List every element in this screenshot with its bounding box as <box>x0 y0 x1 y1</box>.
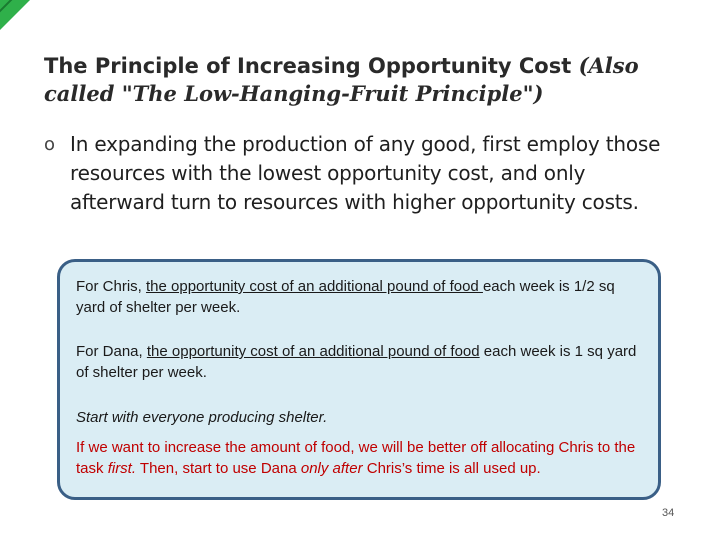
dana-paragraph <box>76 341 646 383</box>
conclusion-text-e: Chris’s time is all used up. <box>362 460 541 477</box>
slide-title <box>44 52 684 108</box>
chris-text-pre: For Chris, <box>76 278 147 295</box>
dana-text-underlined: the opportunity cost of an additional pound of food <box>146 343 480 360</box>
chris-text-underlined: the opportunity cost of an additional pound of food <box>146 278 483 295</box>
dana-text-post: each week is 1 sq yard of shelter per week. <box>76 343 637 381</box>
conclusion-paragraph <box>76 437 646 479</box>
chris-text-post: each week is 1/2 sq yard of shelter per week. <box>76 278 615 316</box>
bullet-symbol: o <box>44 134 56 155</box>
conclusion-text-first: first. <box>107 460 137 477</box>
chris-paragraph <box>76 276 646 318</box>
dana-text-pre: For Dana, <box>76 343 147 360</box>
start-paragraph: Start with everyone producing shelter. <box>76 409 328 426</box>
title-italic: (Also called "The Low-Hanging-Fruit Principle") <box>44 53 639 106</box>
conclusion-text-only-after: only after <box>300 460 363 477</box>
conclusion-text-a: If we want to increase the amount of food, we will be better off allocating Chris to the task <box>76 439 636 477</box>
bullet-text: In expanding the production of any good, first employ those resources with the lowest opportunity cost, and only afterward turn to resources with higher opportunity costs. <box>70 132 661 214</box>
bullet-item <box>44 130 684 217</box>
page-number: 34 <box>662 507 675 519</box>
example-callout-box <box>57 259 661 500</box>
conclusion-text-c: Then, start to use Dana <box>136 460 301 477</box>
title-main: The Principle of Increasing Opportunity Cost <box>44 54 579 78</box>
